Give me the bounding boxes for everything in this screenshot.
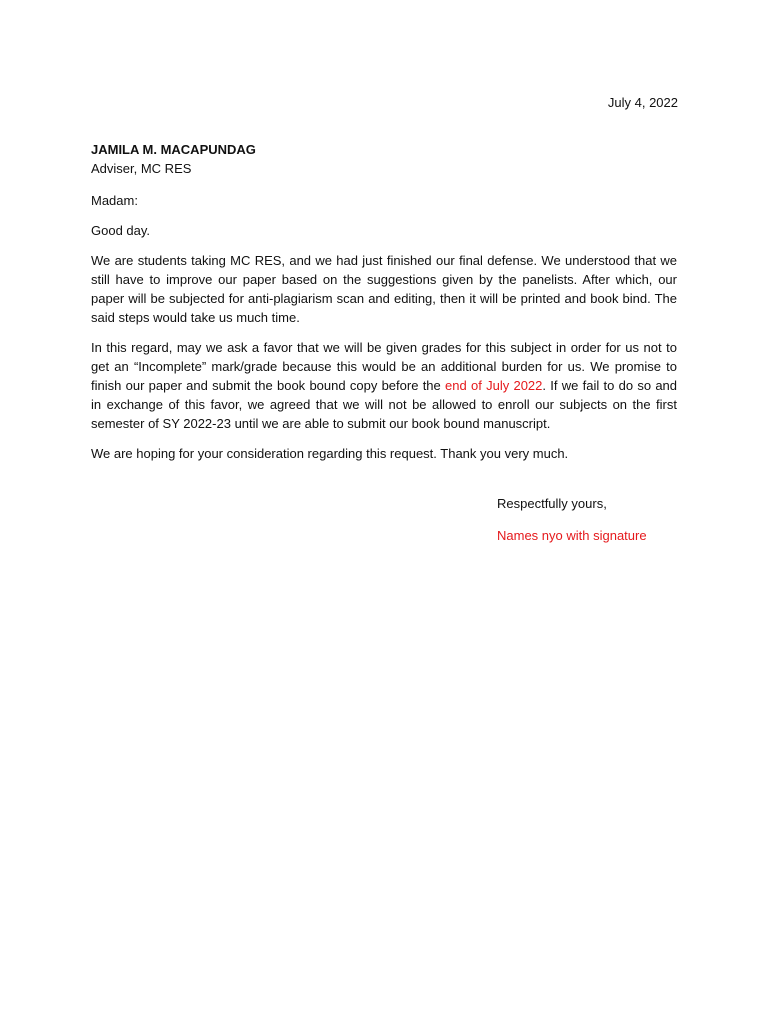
- addressee-block: [91, 140, 256, 178]
- recipient-name: JAMILA M. MACAPUNDAG: [91, 142, 256, 157]
- paragraph-3: We are hoping for your consideration regarding this request. Thank you very much.: [91, 446, 569, 461]
- closing-phrase: Respectfully yours,: [497, 496, 607, 511]
- paragraph-1: We are students taking MC RES, and we had just finished our final defense. We understood that we still have to improve our paper based on the suggestions given by the panelists. After which, our paper will be subjected for anti-plagiarism scan and editing, then it will be printed and book bind. The said steps would take us much time.: [91, 253, 677, 325]
- greeting: Good day.: [91, 223, 151, 238]
- paragraph-2-end: . If we fail to do so and in exchange of this favor, we agreed that we will not be allowed to enroll our subjects on the first semester of SY 2022-23 until we are able to submit our book bound manuscript.: [91, 378, 678, 431]
- letter-date: July 4, 2022: [607, 95, 678, 110]
- signature-placeholder: Names nyo with signature: [497, 528, 647, 543]
- letter-body: [91, 191, 677, 474]
- closing-block: [497, 494, 647, 545]
- paragraph-2-start: In this regard, may we ask a favor that we will be given grades for this subject in order for us not to get an “Incomplete” mark/grade because this would be an additional burden for us. We promise to finish our paper and submit the book bound copy before the: [91, 340, 677, 393]
- recipient-title: Adviser, MC RES: [91, 161, 192, 176]
- paragraph-2: [91, 338, 677, 433]
- deadline-highlight: end of July 2022: [445, 378, 543, 393]
- salutation: Madam:: [91, 193, 138, 208]
